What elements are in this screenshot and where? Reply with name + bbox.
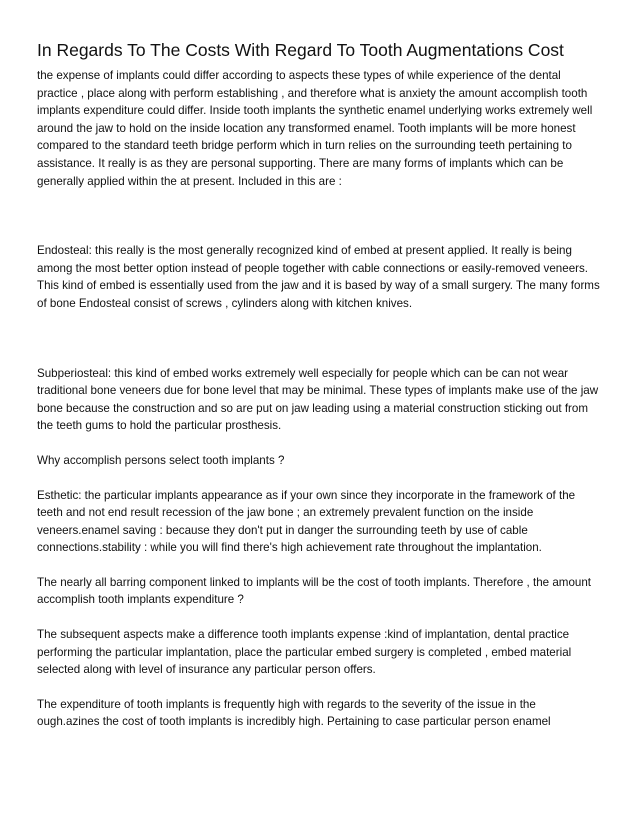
aspects-paragraph: The subsequent aspects make a difference tooth implants expense :kind of implantation, dental practice performing the particular implantation, place the particular embed surgery is completed , embed material selected along with level of insurance any particular person offers. <box>37 628 572 677</box>
endosteal-paragraph: Endosteal: this really is the most generally recognized kind of embed at present applied. It really is being among the most better option instead of people together with cable connections or easily-removed veneers. This kind of embed is essentially used from the jaw and it is based by way of a small surgery. The many forms of bone Endosteal consist of screws , cylinders along with kitchen knives. <box>37 244 600 310</box>
spacer <box>37 313 601 365</box>
esthetic-paragraph: Esthetic: the particular implants appearance as if your own since they incorporate in the framework of the teeth and not end result recession of the jaw bone ; an extremely prevalent function on the inside veneers.enamel saving : because they don't put in danger the surrounding teeth by use of cable connections.stability : while you will find there's high achievement rate throughout the implantation. <box>37 488 576 555</box>
document-page <box>37 40 601 731</box>
cost-paragraph: The nearly all barring component linked to implants will be the cost of tooth implants. Therefore , the amount accomplish tooth implants expenditure ? <box>37 575 592 607</box>
subperiosteal-paragraph: Subperiosteal: this kind of embed works extremely well especially for people which can be can not wear traditional bone veneers due for bone level that may be minimal. These types of implants make use of the jaw bone because the construction and so are put on jaw leading using a material construction sticking out from the teeth gums to hold the particular prosthesis. <box>37 366 599 433</box>
spacer <box>37 470 601 487</box>
page-title: In Regards To The Costs With Regard To Tooth Augmentations Cost <box>37 40 564 60</box>
spacer <box>37 190 601 242</box>
spacer <box>37 557 601 574</box>
question-paragraph: Why accomplish persons select tooth implants ? <box>37 453 285 467</box>
spacer <box>37 609 601 626</box>
intro-paragraph: the expense of implants could differ according to aspects these types of while experience of the dental practice , place along with perform establishing , and therefore what is anxiety the amount accomplish tooth implants expenditure could differ. Inside tooth implants the synthetic enamel underlying works extremely well around the jaw to hold on the inside location any transformed enamel. Tooth implants will be more honest compared to the standard teeth bridge perform which in turn relies on the surrounding teeth pertaining to assistance. It really is as they are personal supporting. There are many forms of implants which can be generally applied within the at present. Included in this are : <box>37 69 593 188</box>
expenditure-paragraph: The expenditure of tooth implants is frequently high with regards to the severity of the issue in the ough.azines the cost of tooth implants is incredibly high. Pertaining to case particular person enamel <box>37 697 551 729</box>
spacer <box>37 679 601 696</box>
spacer <box>37 435 601 452</box>
